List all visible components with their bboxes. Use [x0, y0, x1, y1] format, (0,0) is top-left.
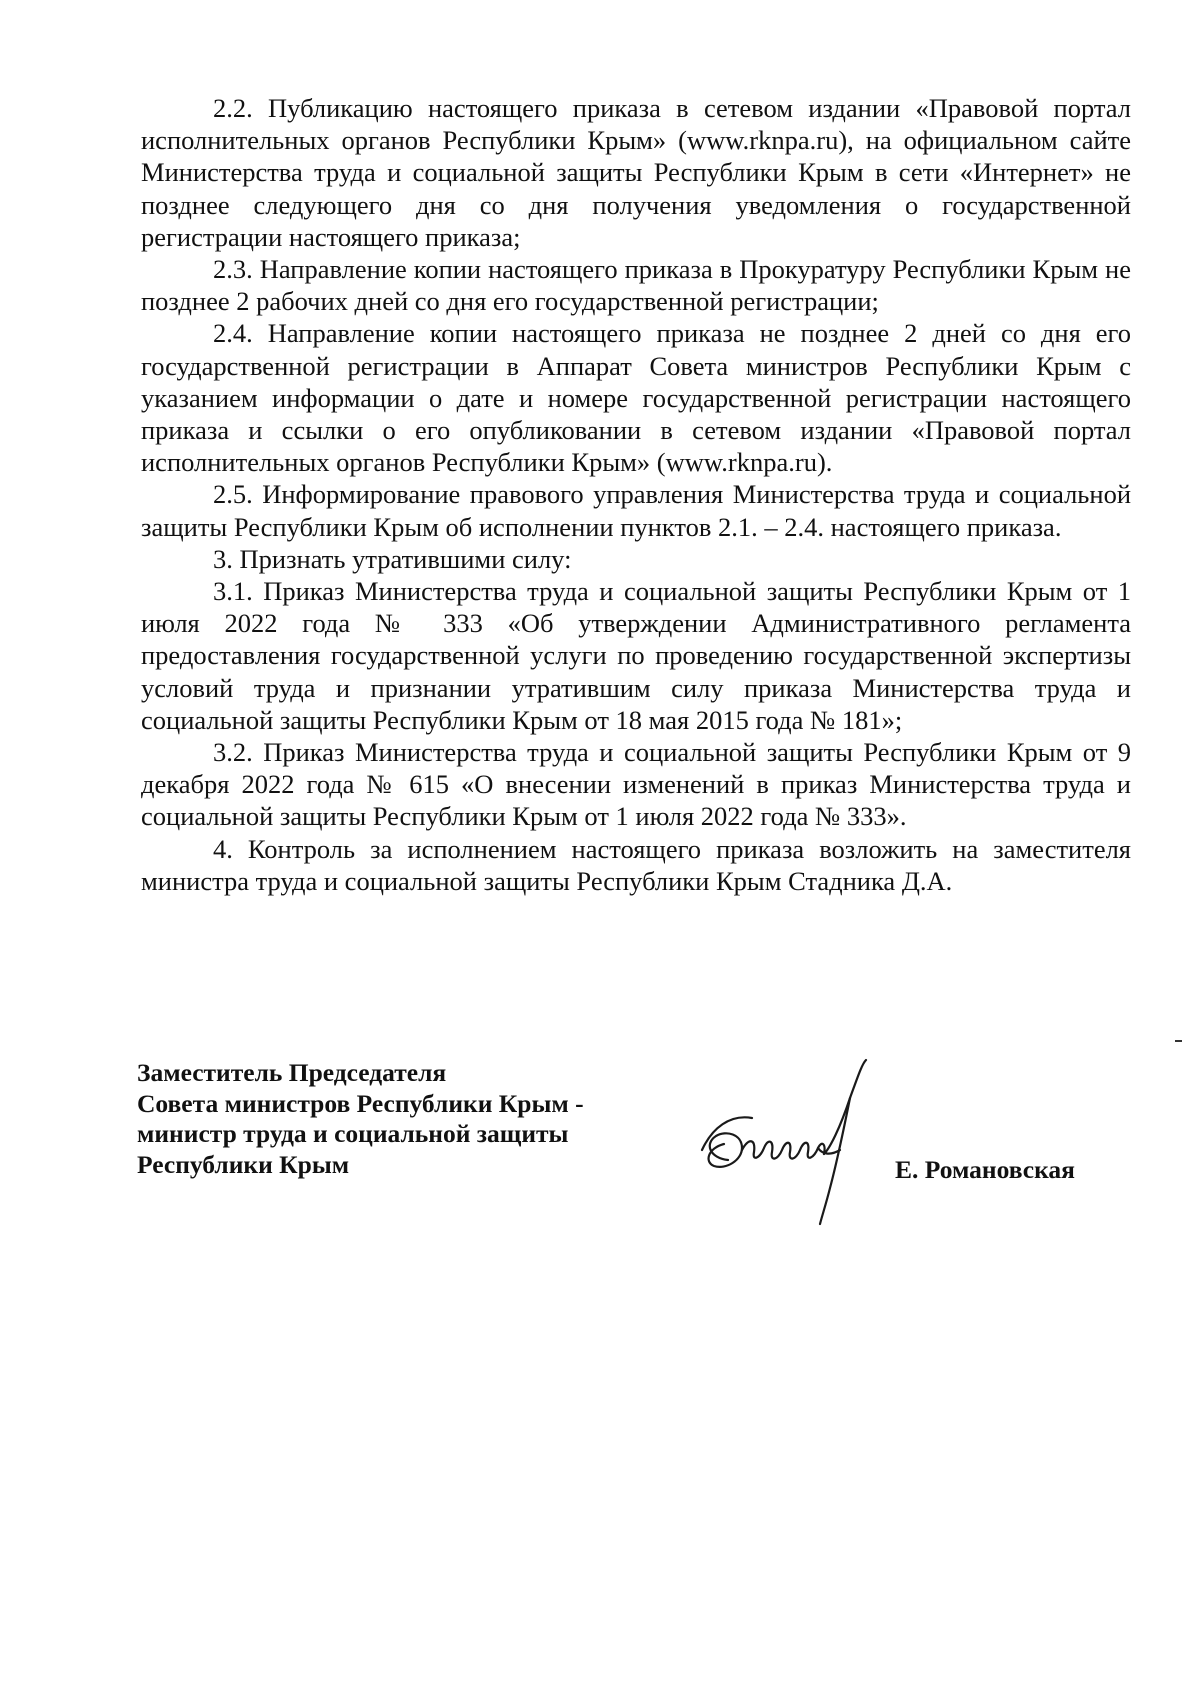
signatory-position-line: министр труда и социальной защиты — [137, 1119, 569, 1148]
paragraph-2-2: 2.2. Публикацию настоящего приказа в сетевом издании «Правовой портал исполнительных органов Республики Крым» (www.rknpa.ru), на официальном сайте Министерства труда и социальной защиты Республики Крым в сети «Интернет» не позднее следующего дня со дня получения уведомления о государственной регистрации настоящего приказа; — [141, 93, 1131, 252]
signatory-position — [137, 1058, 657, 1180]
document-body — [141, 92, 1131, 897]
paragraph-3: 3. Признать утратившими силу: — [213, 543, 572, 574]
scan-speck — [1175, 1040, 1182, 1042]
paragraph-4: 4. Контроль за исполнением настоящего приказа возложить на заместителя министра труда и социальной защиты Республики Крым Стадника Д.А. — [141, 833, 1131, 896]
signatory-position-line: Совета министров Республики Крым - — [137, 1088, 584, 1118]
paragraph-3-1: 3.1. Приказ Министерства труда и социальной защиты Республики Крым от 1 июля 2022 года № 333 «Об утверждении Административного регламента предоставления государственной услуги по проведению государственной экспертизы условий труда и признании утратившим силу приказа Министерства труда и социальной защиты Республики Крым от 18 мая 2015 года № 181»; — [141, 576, 1131, 735]
paragraph-3-2: 3.2. Приказ Министерства труда и социальной защиты Республики Крым от 9 декабря 2022 года № 615 «О внесении изменений в приказ Министерства труда и социальной защиты Республики Крым от 1 июля 2022 года № 333». — [141, 737, 1131, 832]
paragraph-2-3: 2.3. Направление копии настоящего приказа в Прокуратуру Республики Крым не позднее 2 рабочих дней со дня его государственной регистрации; — [141, 254, 1131, 317]
paragraph-2-4: 2.4. Направление копии настоящего приказа не позднее 2 дней со дня его государственной регистрации в Аппарат Совета министров Республики Крым с указанием информации о дате и номере государственной регистрации настоящего приказа и ссылки о его опубликовании в сетевом издании «Правовой портал исполнительных органов Республики Крым» (www.rknpa.ru). — [141, 318, 1131, 478]
signatory-position-line: Республики Крым — [137, 1149, 350, 1179]
signatory-position-line: Заместитель Председателя — [137, 1058, 447, 1087]
paragraph-2-5: 2.5. Информирование правового управления Министерства труда и социальной защиты Республики Крым об исполнении пунктов 2.1. – 2.4. настоящего приказа. — [141, 479, 1131, 542]
handwritten-signature — [690, 1058, 890, 1228]
signatory-name: Е. Романовская — [895, 1155, 1075, 1184]
